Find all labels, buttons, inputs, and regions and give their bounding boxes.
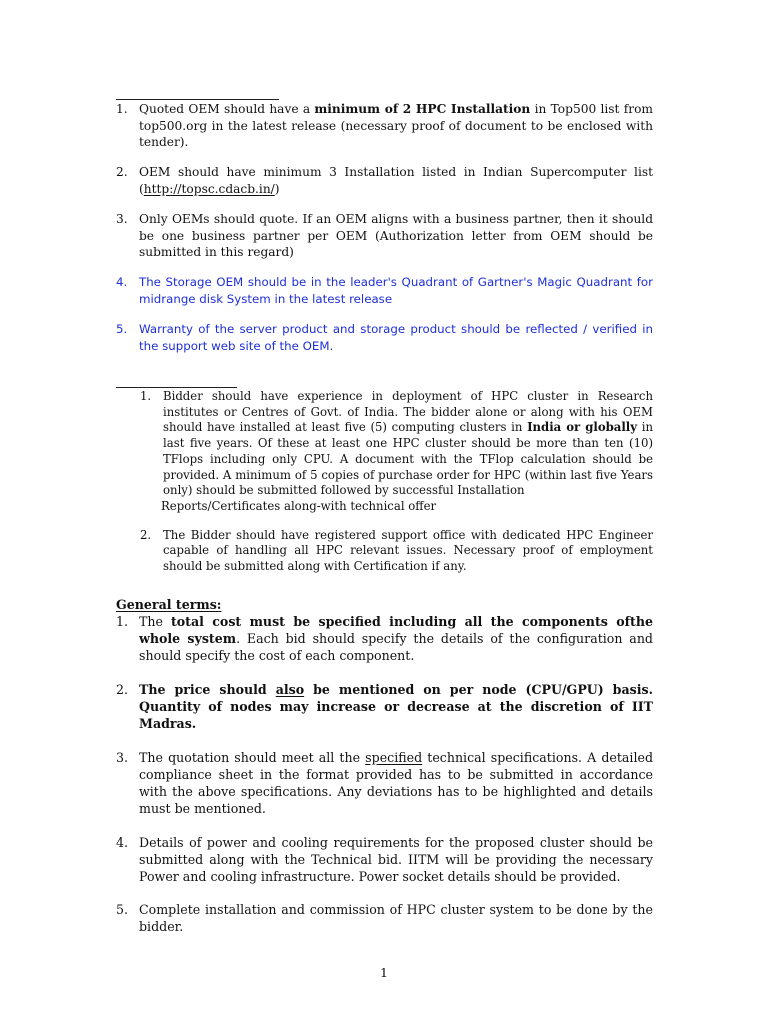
- bidder-requirements-section: [140, 389, 653, 588]
- list-item-continuation: Reports/Certificates along-with technical offer: [161, 498, 437, 513]
- text-run: ): [274, 181, 280, 196]
- list-item-text: [163, 389, 653, 499]
- bidder-requirements-list: [140, 389, 653, 575]
- text-run: be mentioned on per node (CPU/GPU) basis. Quantity of nodes may increase or decrease at the discretion of IIT Madras.: [139, 681, 653, 732]
- list-item-text: [139, 834, 653, 885]
- list-number: 2.: [140, 527, 152, 542]
- text-run: The quotation should meet all the: [139, 749, 366, 765]
- general-term-item: [116, 613, 653, 664]
- list-number: 3.: [116, 211, 128, 226]
- text-run: minimum of 2 HPC Installation: [314, 102, 531, 116]
- general-terms-section: [116, 596, 653, 952]
- text-run: total cost must be specified including all the components ofthe whole system: [139, 614, 653, 647]
- list-item-text: [139, 613, 653, 664]
- text-run: The: [139, 614, 171, 630]
- text-run: India or globally: [527, 420, 638, 435]
- text-run: http://topsc.cdacb.in/: [143, 181, 275, 196]
- text-run: OEM should have minimum 3 Installation listed in Indian Supercomputer list (: [139, 165, 653, 196]
- list-item-text: [139, 901, 653, 935]
- general-term-item: [116, 749, 653, 817]
- section1-heading-rule: [116, 99, 279, 100]
- list-number: 1.: [116, 614, 129, 630]
- list-number: 4.: [116, 275, 128, 290]
- list-item-text: [139, 101, 653, 151]
- list-number: 5.: [116, 321, 128, 336]
- list-item-text: [139, 681, 653, 732]
- oem-requirement-item: [116, 164, 653, 197]
- list-item-text: [163, 528, 653, 575]
- list-number: 1.: [140, 389, 152, 403]
- text-run: Complete installation and commission of HPC cluster system to be done by the bidder.: [139, 902, 653, 935]
- text-run: The price should: [139, 681, 276, 697]
- text-run: . Each bid should specify the details of the configuration and should specify the cost of each component.: [139, 631, 653, 664]
- general-term-item: [116, 901, 653, 935]
- list-item-text: [139, 749, 653, 817]
- oem-requirement-item: [116, 101, 653, 151]
- text-run: The Bidder should have registered support office with dedicated HPC Engineer capable of handling all HPC relevant issues. Necessary proof of employment should be submitted along with Certification if any.: [163, 527, 653, 574]
- text-run: in last five years. Of these at least one HPC cluster should be more than ten (10) TFlops including only CPU. A document with the TFlop calculation should be provided. A minimum of 5 copies of purchase order for HPC (within last five Years only) should be submitted followed by successful Installation: [163, 420, 653, 498]
- oem-requirement-item: [116, 274, 653, 307]
- text-run: technical specifications. A detailed compliance sheet in the format provided has to be submitted in accordance with the above specifications. Any deviations has to be highlighted and details must be mentioned.: [139, 749, 654, 816]
- oem-requirement-item: [116, 321, 653, 354]
- text-run: Only OEMs should quote. If an OEM aligns with a business partner, then it should be one business partner per OEM (Authorization letter from OEM should be submitted in this regard): [139, 211, 653, 260]
- text-run: Warranty of the server product and storage product should be reflected / verified in the support web site of the OEM.: [139, 321, 653, 353]
- list-item-text: [139, 274, 653, 307]
- text-run: also: [275, 681, 305, 697]
- list-number: 2.: [116, 165, 128, 180]
- oem-requirement-item: [116, 211, 653, 261]
- general-term-item: [116, 681, 653, 732]
- text-run: Details of power and cooling requirements for the proposed cluster should be submitted along with the Technical bid. IITM will be providing the necessary Power and cooling infrastructure. Power socket details should be provided.: [139, 834, 653, 884]
- text-run: Quoted OEM should have a: [139, 102, 315, 116]
- list-number: 1.: [116, 102, 128, 116]
- oem-requirements-list: [116, 101, 653, 354]
- page-number: 1: [380, 965, 388, 980]
- text-run: in Top500 list from top500.org in the latest release (necessary proof of document to be enclosed with tender).: [139, 102, 653, 150]
- list-item-text: [139, 211, 653, 261]
- list-item-text: [139, 321, 653, 354]
- bidder-requirement-item: [140, 528, 653, 575]
- list-number: 2.: [116, 681, 129, 697]
- general-term-item: [116, 834, 653, 885]
- section2-heading-rule: [116, 387, 237, 388]
- list-number: 4.: [116, 834, 129, 850]
- text-run: Bidder should have experience in deployment of HPC cluster in Research institutes or Centres of Govt. of India. The bidder alone or along with his OEM should have installed at least five (5) computing clusters in: [163, 389, 653, 435]
- bidder-requirement-item: [140, 389, 653, 515]
- text-run: The Storage OEM should be in the leader's Quadrant of Gartner's Magic Quadrant for midrange disk System in the latest release: [139, 275, 653, 306]
- general-terms-list: [116, 613, 653, 935]
- general-terms-heading: General terms:: [116, 597, 222, 612]
- list-number: 5.: [116, 902, 129, 918]
- list-number: 3.: [116, 749, 129, 765]
- text-run: specified: [365, 749, 423, 765]
- oem-requirements-section: [116, 101, 653, 368]
- list-item-text: [139, 164, 653, 197]
